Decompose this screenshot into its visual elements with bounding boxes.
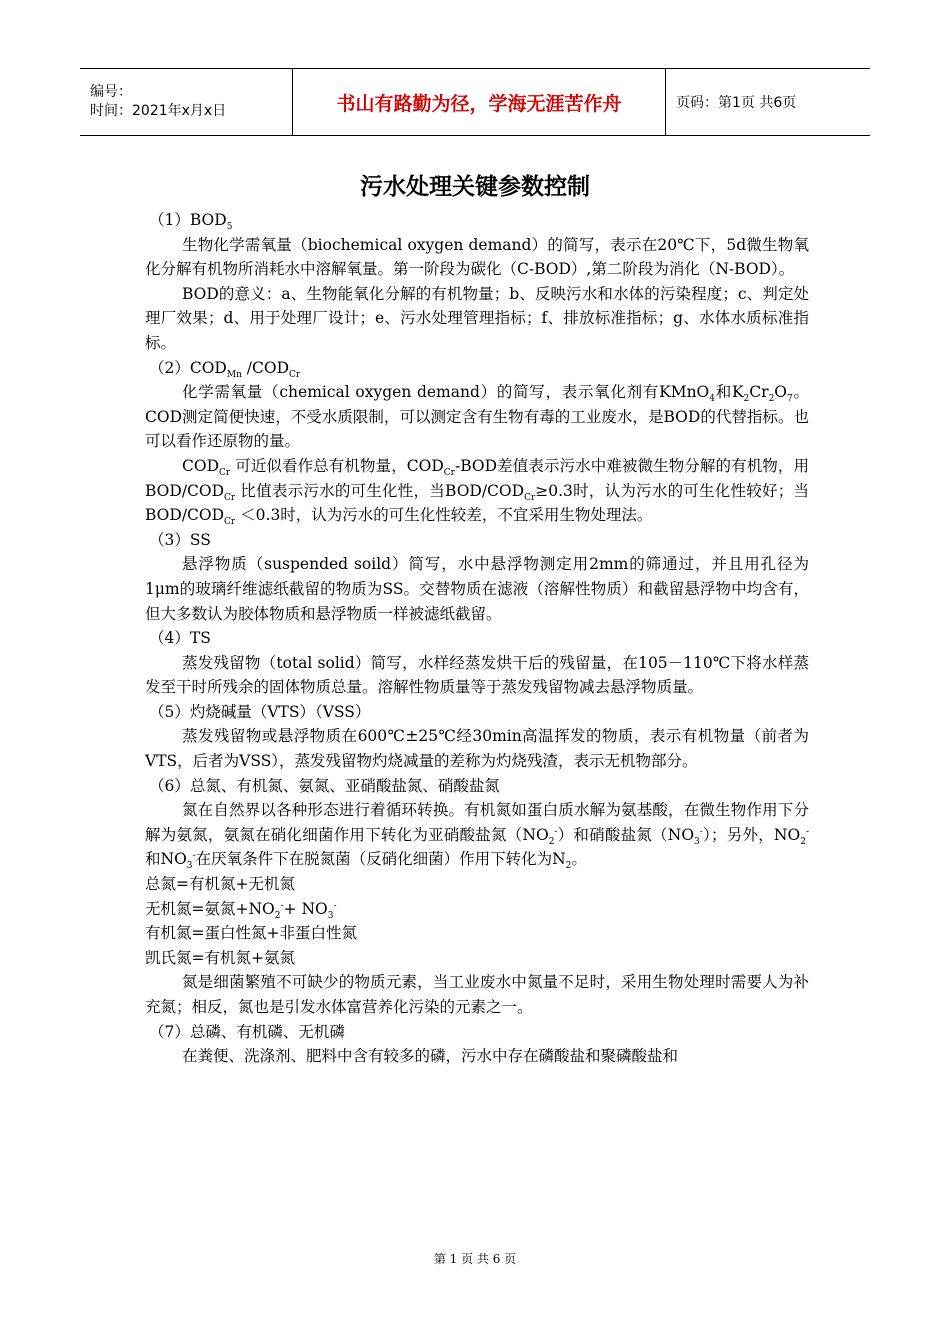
section-heading-ts: （4）TS — [149, 629, 211, 648]
paragraph: 生物化学需氧量（biochemical oxygen demand）的简写，表示在20℃下，5d微生物氧化分解有机物所消耗水中溶解氧量。第一阶段为碳化（C-BOD）,第二阶段为消化（N-BOD）。 — [145, 235, 809, 279]
paragraph: 悬浮物质（suspended soild）简写，水中悬浮物测定用2mm的筛通过，并且用孔径为1μm的玻璃纤维滤纸截留的物质为SS。交替物质在滤液（溶解性物质）和截留悬浮物中均含有，但大多数认为胶体物质和悬浮物质一样被滤纸截留。 — [145, 555, 809, 623]
section-heading-ss: （3）SS — [149, 530, 211, 549]
paragraph: BOD的意义：a、生物能氧化分解的有机物量；b、反映污水和水体的污染程度；c、判定处理厂效果；d、用于处理厂设计；e、污水处理管理指标；f、排放标准指标；g、水体水质标准指标。 — [145, 284, 809, 352]
section-heading-bod: $(1)BOD_5$ — [149, 211, 233, 233]
page-footer: 第 1 页 共 6 页 — [433, 1252, 517, 1266]
document-body — [145, 208, 809, 1069]
document-title: 污水处理关键参数控制 — [360, 174, 590, 200]
header-meta — [80, 69, 293, 136]
paragraph: 蒸发残留物或悬浮物质在600℃±25℃经30min高温挥发的物质，表示有机物量（前者为VTS，后者为VSS），蒸发残留物灼烧减量的差称为灼烧残渣，表示无机物部分。 — [145, 727, 809, 771]
paragraph: 氮在自然界以各种形态进行着循环转换。有机氮如蛋白质水解为氨基酸，在微生物作用下分解为氨氮，氨氮在硝化细菌作用下转化为亚硝酸盐氮$(NO_2^-)$和硝酸盐氮$(NO_3^-)$；另外，$NO_2^-$和$NO_3^-$在厌氧条件下在脱氮菌（反硝化细菌）作用下转化为$N_2$。 — [145, 801, 809, 872]
header-time-label: 时间：2021年x月x日 — [90, 103, 227, 119]
formula-line: 无机氮=氨氮$+NO_2^-+ NO_3^-$ — [145, 899, 337, 921]
paragraph: $COD_{Cr}$ 可近似看作总有机物量，$COD_{Cr}$-BOD差值表示污水中难被微生物分解的有机物，用BOD/$COD_{Cr}$ 比值表示污水的可生化性，当BOD/$COD_{Cr}\ge 0.3$时，认为污水的可生化性较好；当BOD/$COD_{Cr} <0.3$时，认为污水的可生化性较差，不宜采用生物处理法。 — [145, 456, 810, 528]
section-heading-phosphorus: （7）总磷、有机磷、无机磷 — [149, 1022, 345, 1041]
paragraph: 氮是细菌繁殖不可缺少的物质元素，当工业废水中氮量不足时，采用生物处理时需要人为补充氮；相反，氮也是引发水体富营养化污染的元素之一。 — [145, 973, 809, 1016]
header-motto: 书山有路勤为径，学海无涯苦作舟 — [293, 69, 666, 136]
paragraph: 蒸发残留物（total solid）简写，水样经蒸发烘干后的残留量，在105－110℃下将水样蒸发至干时所残余的固体物质总量。溶解性物质量等于蒸发残留物减去悬浮物质量。 — [145, 653, 809, 697]
section-heading-cod: $(2)COD_{Mn}$ $/COD_{Cr}$ — [149, 358, 301, 380]
section-heading-vts: （5）灼烧碱量（VTS）（VSS） — [149, 702, 371, 721]
paragraph: 在粪便、洗涤剂、肥料中含有较多的磷，污水中存在磷酸盐和聚磷酸盐和 — [182, 1047, 679, 1066]
formula-line: 总氮=有机氮+无机氮 — [145, 875, 295, 894]
document-header — [80, 68, 870, 136]
paragraph: 化学需氧量（chemical oxygen demand）的简写，表示氧化剂有KMnO$_4$和$K_2Cr_2O_7$。COD测定简便快速，不受水质限制，可以测定含有生物有毒的工业废水，是BOD的代替指标。也可以看作还原物的量。 — [145, 383, 809, 451]
section-heading-nitrogen: （6）总氮、有机氮、氨氮、亚硝酸盐氮、硝酸盐氮 — [149, 776, 500, 795]
formula-line: 凯氏氮=有机氮+氨氮 — [145, 948, 295, 967]
header-number-label: 编号： — [90, 84, 132, 100]
header-page-info: 页码：第1页 共6页 — [666, 69, 871, 136]
formula-line: 有机氮=蛋白性氮+非蛋白性氮 — [145, 924, 357, 943]
